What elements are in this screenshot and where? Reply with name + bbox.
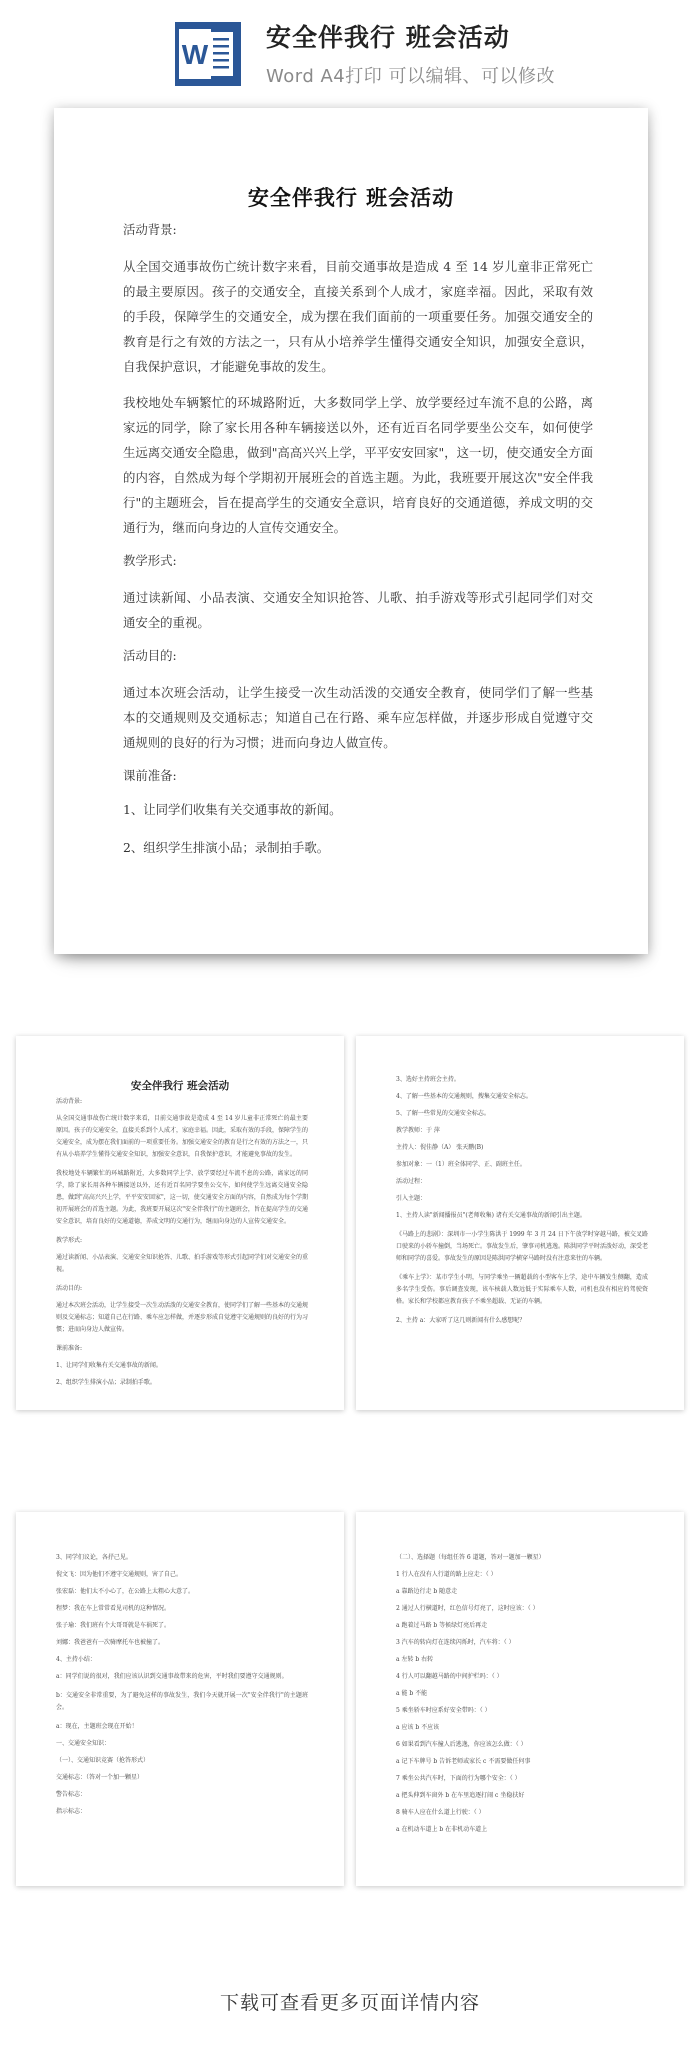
thumbnail-line: a 应该 b 不应该 bbox=[396, 1724, 440, 1731]
header-title: 安全伴我行 班会活动 bbox=[266, 23, 510, 52]
thumbnail-paragraph: 通过读新闻、小品表演、交通安全知识抢答、儿歌、拍手游戏等形式引起同学们对交通安全的重视。 bbox=[56, 1254, 309, 1273]
thumbnail-line: 交通标志：（答对一个加一颗星） bbox=[56, 1774, 144, 1781]
thumbnail-line: 4 行人可以翻越马路的中间护栏吗：（ ） bbox=[396, 1673, 503, 1680]
thumbnail-body bbox=[56, 1096, 308, 1394]
header bbox=[0, 0, 700, 100]
thumbnail-paragraph: 通过本次班会活动，让学生接受一次生动活泼的交通安全教育，使同学们了解一些基本的交通规则及交通标志；知道自己在行路、乘车应怎样做，并逐步形成自觉遵守交通规则的良好的行为习惯；进而向身边人做宣传。 bbox=[56, 1302, 309, 1333]
document-title: 安全伴我行 班会活动 bbox=[247, 185, 455, 210]
document-body bbox=[123, 220, 593, 876]
thumbnail-line: 引入主题： bbox=[396, 1195, 427, 1202]
thumbnail-line: （一）、交通知识竞赛（抢答形式） bbox=[56, 1757, 150, 1764]
thumbnail-line: a 在机动车道上 b 在非机动车道上 bbox=[396, 1826, 488, 1833]
thumbnail-line: a 左转 b 右转 bbox=[396, 1656, 434, 1663]
thumbnail-line: 程梦：我在车上常常看见司机的这种情况。 bbox=[56, 1605, 171, 1612]
page-thumbnail-3[interactable] bbox=[16, 1512, 344, 1886]
thumbnail-title: 安全伴我行 班会活动 bbox=[130, 1080, 230, 1092]
thumbnail-paragraph: 《乘车上学》：某市学生小明，与同学乘坐一辆超载的小型客车上学，途中车辆发生侧翻，造成多名学生受伤。事后调查发现，该车核载人数远低于实际乘车人数，司机也没有相应的驾驶资格。家长和学校都应教育孩子不乘坐超载、无证的车辆。 bbox=[396, 1274, 648, 1305]
section-heading: 活动背景: bbox=[123, 222, 177, 237]
thumbnail-line: 2、组织学生排演小品；录制拍手歌。 bbox=[56, 1379, 156, 1386]
thumbnail-paragraph: 《马路上的悲剧》：深圳市一小学生陈洪于 1999 年 3 月 24 日下午放学时穿越马路，被交叉路口驶来的小轿车撞倒，当场死亡。事故发生后，肇事司机逃逸。陈洪同学平时活泼好动，深受老师和同学的喜爱。事故发生的原因是陈洪同学横穿马路时没有注意来往的车辆。 bbox=[396, 1231, 649, 1262]
thumbnail-line: 3 汽车的转向灯在连续闪烁时，汽车将：（ ） bbox=[396, 1639, 515, 1646]
thumbnail-line: 主持人：倪佳静（A） 张天鹏(B) bbox=[396, 1144, 484, 1151]
thumbnail-line: 5、了解一些常见的交通安全标志。 bbox=[396, 1110, 490, 1117]
paragraph: 从全国交通事故伤亡统计数字来看，目前交通事故是造成 4 至 14 岁儿童非正常死亡的最主要原因。孩子的交通安全，直接关系到个人成才，家庭幸福。因此，采取有效的手段，保障学生的交通安全，成为摆在我们面前的一项重要任务。加强交通安全的教育是行之有效的方法之一，只有从小培养学生懂得交通安全知识，加强安全意识，自我保护意识，才能避免事故的发生。 bbox=[123, 259, 593, 374]
thumbnail-line: 课前准备: bbox=[56, 1345, 83, 1352]
section-heading: 教学形式: bbox=[123, 553, 177, 568]
thumbnail-line: a 跑着过马路 b 等候绿灯亮后再走 bbox=[396, 1622, 488, 1629]
thumbnail-line: 3、同学们议论，各抒己见。 bbox=[56, 1554, 132, 1561]
thumbnail-line: 5 乘坐轿车时应系好安全带吗：（ ） bbox=[396, 1707, 491, 1714]
thumbnail-line: a 靠路边行走 b 随意走 bbox=[396, 1588, 458, 1595]
thumbnail-line: 刘娜：我爸爸有一次骑摩托车也被撞了。 bbox=[56, 1639, 165, 1646]
thumbnail-line: a 能 b 不能 bbox=[396, 1690, 428, 1697]
thumbnail-line: 4、主持小结： bbox=[56, 1656, 96, 1663]
document-preview-page bbox=[54, 108, 648, 954]
thumbnail-paragraph: 从全国交通事故伤亡统计数字来看，目前交通事故是造成 4 至 14 岁儿童非正常死亡的最主要原因。孩子的交通安全，直接关系到个人成才，家庭幸福。因此，采取有效的手段，保障学生的交通安全，成为摆在我们面前的一项重要任务。加强交通安全的教育是行之有效的方法之一，只有从小培养学生懂得交通安全知识，加强安全意识，自我保护意识，才能避免事故的发生。 bbox=[56, 1115, 309, 1158]
list-item: 2、组织学生排演小品；录制拍手歌。 bbox=[123, 840, 330, 855]
thumbnail-line: 8 骑车人应在什么道上行驶：（ ） bbox=[396, 1809, 485, 1816]
page-thumbnail-1[interactable] bbox=[16, 1036, 344, 1410]
thumbnail-line: 活动过程： bbox=[396, 1178, 427, 1185]
thumbnail-line: （二）、选择题（每组任答 6 道题，答对一题加一颗星） bbox=[396, 1554, 545, 1561]
thumbnail-paragraph: b：交通安全非常重要，为了避免这样的事故发生，我们今天就开展一次"安全伴我行"的主题班会。 bbox=[56, 1692, 308, 1711]
thumbnail-line: 3、选好主持班会主持。 bbox=[396, 1076, 460, 1083]
thumbnail-paragraph: 我校地处车辆繁忙的环城路附近，大多数同学上学、放学要经过车流不息的公路，离家远的同学，除了家长用各种车辆接送以外，还有近百名同学要坐公交车，如何使学生远离交通安全隐患，做到"高高兴兴上学，平平安安回家"，这一切，使交通安全方面的内容，自然成为每个学期初开展班会的首选主题。为此，我班要开展这次"安全伴我行"的主题班会，旨在提高学生的交通安全意识，培育良好的交通道德，养成文明的交通行为，继而向身边的人宣传交通安全。 bbox=[56, 1170, 308, 1225]
header-subtitle: Word A4打印 可以编辑、可以修改 bbox=[266, 66, 555, 87]
thumbnail-line: 教学教师：于 萍 bbox=[396, 1127, 440, 1134]
thumbnail-body bbox=[396, 1552, 648, 1841]
paragraph: 通过本次班会活动，让学生接受一次生动活泼的交通安全教育，使同学们了解一些基本的交通规则及交通标志；知道自己在行路、乘车应怎样做，并逐步形成自觉遵守交通规则的良好的行为习惯；进而向身边人做宣传。 bbox=[123, 685, 593, 750]
thumbnail-line: 1、让同学们收集有关交通事故的新闻。 bbox=[56, 1362, 162, 1369]
thumbnail-line: 警告标志： bbox=[56, 1791, 87, 1798]
thumbnail-line: 活动背景: bbox=[56, 1098, 83, 1105]
thumbnail-line: 张宏磊：他们太不小心了，在公路上太粗心大意了。 bbox=[56, 1588, 195, 1595]
thumbnail-line: a 记下车牌号 b 告诉老师或家长 c 不需要做任何事 bbox=[396, 1758, 531, 1765]
paragraph: 我校地处车辆繁忙的环城路附近，大多数同学上学、放学要经过车流不息的公路，离家远的同学，除了家长用各种车辆接送以外，还有近百名同学要坐公交车，如何使学生远离交通安全隐患，做到"高高兴兴上学，平平安安回家"，这一切，使交通安全方面的内容，自然成为每个学期初开展班会的首选主题。为此，我班要开展这次"安全伴我行"的主题班会，旨在提高学生的交通安全意识，培育良好的交通道德，养成文明的交通行为，继而向身边的人宣传交通安全。 bbox=[123, 395, 593, 535]
thumbnail-body bbox=[56, 1552, 308, 1823]
thumbnail-line: 2、主持 a：大家听了这几则新闻有什么感想呢？ bbox=[396, 1317, 526, 1324]
thumbnail-paragraph: 1、主持人读"新闻播报员"(老师收集) 诸有关交通事故的新闻引出主题。 bbox=[396, 1212, 586, 1219]
thumbnail-body bbox=[396, 1074, 648, 1332]
thumbnail-line: 倪文飞：因为他们不遵守交通规则，害了自己。 bbox=[56, 1571, 183, 1578]
thumbnail-line: 活动目的: bbox=[56, 1285, 83, 1292]
thumbnail-paragraph: a：同学们说的很对，我们应该认识到交通事故带来的危害，平时我们要遵守交通规则。 bbox=[56, 1673, 288, 1680]
page-thumbnail-4[interactable] bbox=[356, 1512, 684, 1886]
page-thumbnail-2[interactable] bbox=[356, 1036, 684, 1410]
thumbnail-line: 参加对象：一（1）班全体同学、正、副班主任。 bbox=[396, 1161, 526, 1168]
thumbnail-line: 张子瑜：我们班有个大哥哥就是车祸死了。 bbox=[56, 1622, 171, 1629]
thumbnail-line: a 把头伸到车窗外 b 在车里追逐打闹 c 坐稳扶好 bbox=[396, 1792, 525, 1799]
thumbnail-line: 2 通过人行横道时，红色信号灯亮了，这时应该：（ ） bbox=[396, 1605, 539, 1612]
svg-text:W: W bbox=[181, 39, 209, 70]
thumbnail-line: 一、交通安全知识： bbox=[56, 1740, 111, 1747]
thumbnail-line: 指示标志： bbox=[56, 1808, 87, 1815]
section-heading: 活动目的: bbox=[123, 648, 177, 663]
thumbnail-line: 4、了解一些基本的交通规则，搜集交通安全标志。 bbox=[396, 1093, 532, 1100]
thumbnail-line: 1 行人在没有人行道的路上应走：（ ） bbox=[396, 1571, 497, 1578]
paragraph: 通过读新闻、小品表演、交通安全知识抢答、儿歌、拍手游戏等形式引起同学们对交通安全的重视。 bbox=[123, 590, 593, 630]
list-item: 1、让同学们收集有关交通事故的新闻。 bbox=[123, 802, 342, 817]
section-heading: 课前准备: bbox=[123, 768, 177, 783]
thumbnail-line: 7 乘坐公共汽车时，下面的行为哪个安全：（ ） bbox=[396, 1775, 521, 1782]
thumbnail-line: 6 如果看到汽车撞人后逃逸，你应该怎么做：（ ） bbox=[396, 1741, 527, 1748]
word-document-icon bbox=[175, 22, 241, 86]
thumbnail-line: 教学形式: bbox=[56, 1237, 83, 1244]
download-more-link[interactable]: 下载可查看更多页面详情内容 bbox=[219, 1992, 480, 2014]
thumbnail-line: a：现在，主题班会现在开始！ bbox=[56, 1723, 138, 1730]
